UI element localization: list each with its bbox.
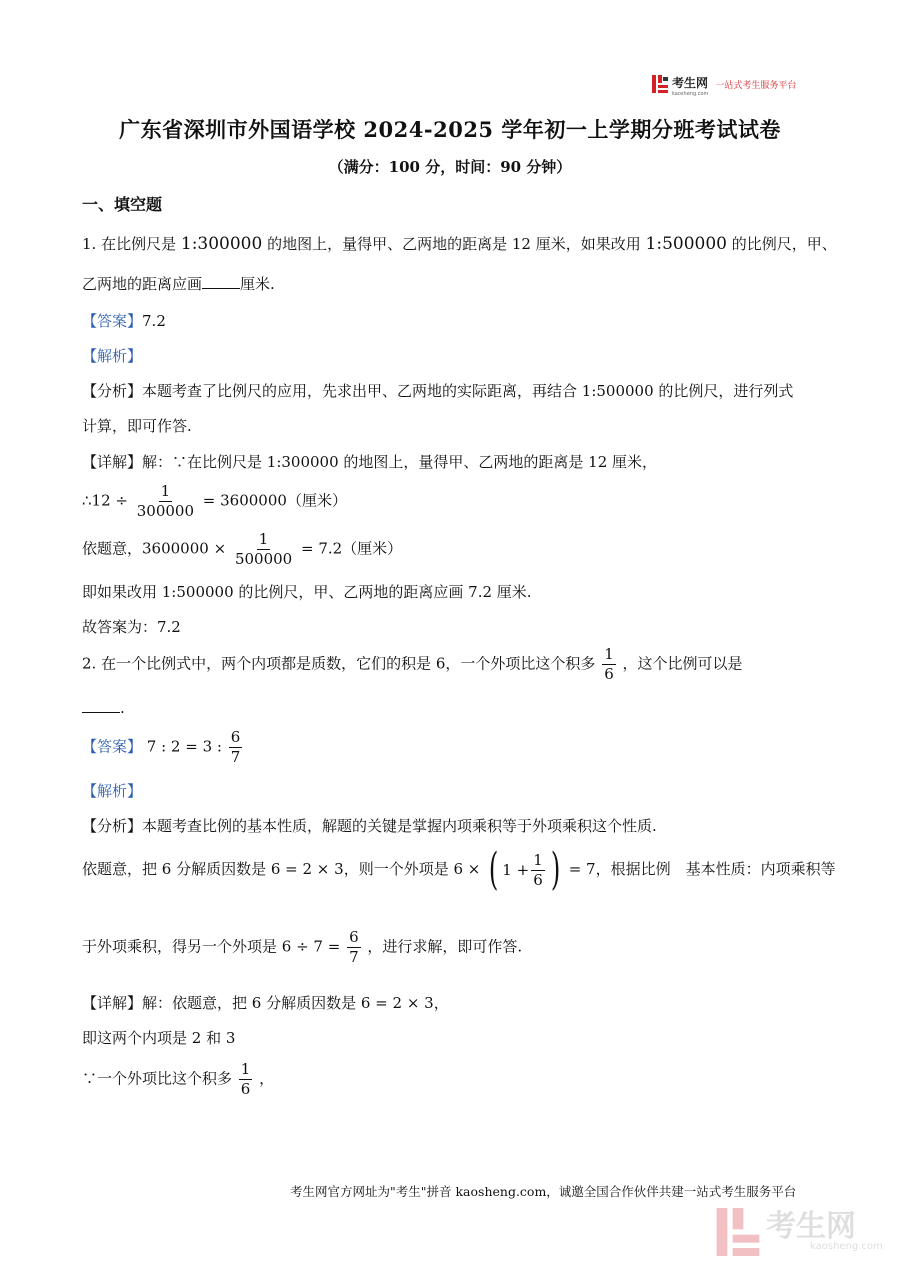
watermark-logo-icon (716, 1208, 760, 1256)
answer-blank (202, 274, 240, 289)
fraction: $\frac{1}{6}$ (533, 850, 543, 889)
logo-text (672, 72, 708, 97)
footer-text: 考生网官方网址为"考生"拼音 kaosheng.com，诚邀全国合作伙伴共建一站式考生服务平台 (290, 1184, 797, 1199)
q2-detail-1: 【详解】解：依题意，把 6 分解质因数是 6 = 2 × 3， (82, 994, 449, 1012)
q1-equation-1: ∴12 ÷ $\frac{1}{300000}$ = 3600000（厘米） (82, 482, 347, 520)
q1-analysis-tag: 【解析】 (82, 347, 143, 365)
q1-analysis-1: 【分析】本题考查了比例尺的应用，先求出甲、乙两地的实际距离，再结合 1:500000 的比例尺，进行列式 (82, 382, 794, 400)
logo-name: 考生网 (672, 75, 709, 90)
q1-conclusion: 即如果改用 1:500000 的比例尺，甲、乙两地的距离应画 7.2 厘米. (82, 583, 532, 601)
answer-blank (82, 698, 120, 713)
answer-tag: 【答案】 (82, 312, 143, 330)
q1-equation-2: 依题意，3600000 × $\frac{1}{500000}$ = 7.2（厘米） (82, 530, 403, 568)
fraction: $\frac{6}{7}$ (230, 728, 241, 766)
q2-analysis-2: 依题意，把 6 分解质因数是 6 = 2 × 3，则一个外项是 6 × ( 1 + $\frac{1}{6}$ ) = 7，根据比例 基本性质：内项乘积等 (82, 844, 836, 895)
q1-detail-1: 【详解】解：∵在比例尺是 1:300000 的地图上，量得甲、乙两地的距离是 12 厘米， (82, 453, 658, 471)
q2-analysis-tag: 【解析】 (82, 782, 143, 800)
scale-2: 1:500000 (645, 234, 727, 254)
section-heading: 一、填空题 (82, 195, 163, 214)
logo-domain: kaosheng.com (672, 90, 709, 97)
parenthesized-expression: ( 1 + $\frac{1}{6}$ ) (488, 844, 561, 895)
q2-analysis-1: 【分析】本题考查比例的基本性质，解题的关键是掌握内项乘积等于外项乘积这个性质. (82, 817, 657, 835)
fraction: $\frac{6}{7}$ (349, 928, 359, 966)
watermark (716, 1208, 883, 1256)
fraction: $\frac{1}{6}$ (604, 645, 614, 683)
page-title: 广东省深圳市外国语学校 2024-2025 学年初一上学期分班考试试卷 (119, 117, 781, 142)
watermark-text: 考生网 (766, 1208, 856, 1244)
q2-detail-2: 即这两个内项是 2 和 3 (82, 1029, 236, 1047)
page-subtitle: （满分：100 分，时间：90 分钟） (328, 158, 572, 176)
q2-detail-3: ∵一个外项比这个积多 $\frac{1}{6}$ ， (82, 1060, 275, 1098)
logo-slogan: 一站式考生服务平台 (715, 80, 797, 91)
q1-answer: 【答案】7.2 (82, 312, 166, 330)
fraction: $\frac{1}{500000}$ (234, 530, 293, 568)
q2-line-1: 2. 在一个比例式中，两个内项都是质数，它们的积是 6，一个外项比这个积多 $\frac{1}{6}$ ，这个比例可以是 (82, 645, 743, 683)
q2-answer: 【答案】 7 : 2 = 3 : $\frac{6}{7}$ (82, 728, 241, 766)
scale-1: 1:300000 (180, 234, 263, 254)
q1-line-1: 1. 在比例尺是 1:300000 的地图上，量得甲、乙两地的距离是 12 厘米，如果改用 1:500000 的比例尺，甲、 (82, 234, 837, 254)
q1-analysis-2: 计算，即可作答. (82, 417, 192, 435)
fraction: $\frac{1}{300000}$ (136, 482, 195, 520)
watermark-domain: kaosheng.com (810, 1240, 883, 1252)
q1-final-answer: 故答案为：7.2 (82, 618, 181, 636)
q1-line-2: 乙两地的距离应画 厘米. (82, 275, 275, 293)
fraction: $\frac{1}{6}$ (240, 1060, 251, 1098)
q2-line-2: . (82, 698, 125, 718)
kaosheng-logo-icon (652, 75, 668, 93)
answer-tag: 【答案】 (82, 737, 143, 756)
header-logo (652, 74, 797, 97)
q2-analysis-3: 于外项乘积，得另一个外项是 6 ÷ 7 = $\frac{6}{7}$ ，进行求解，即可作答. (82, 928, 523, 966)
